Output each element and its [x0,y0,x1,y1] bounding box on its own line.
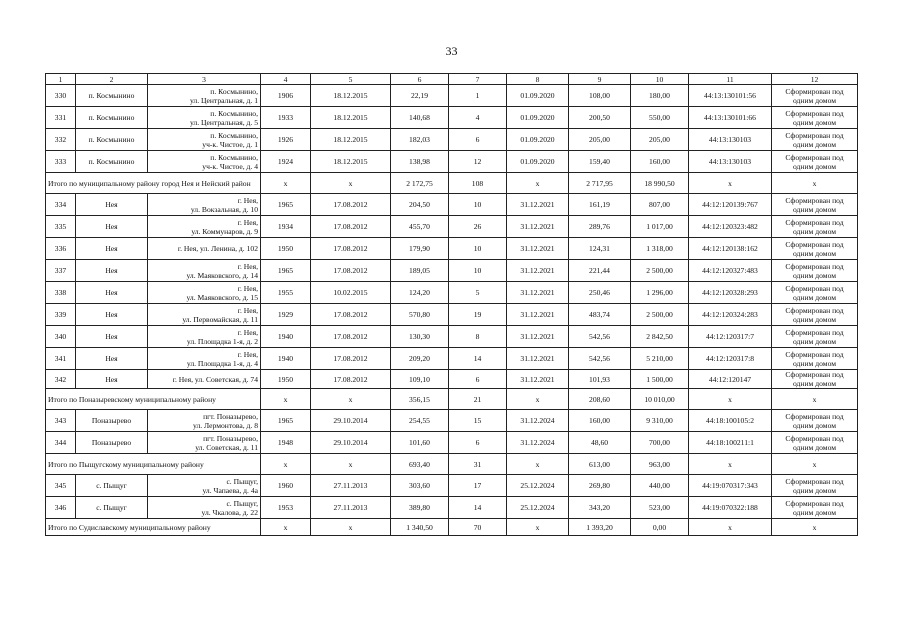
cadastral-number: 44:13:130101:66 [689,107,772,129]
row-number: 331 [46,107,76,129]
row-number: 340 [46,326,76,348]
header-row [46,74,858,85]
deadline: 01.09.2020 [507,85,569,107]
cadastral-number: 44:18:100211:1 [689,432,772,454]
area: 101,60 [391,432,449,454]
cadastral-number: 44:13:130103 [689,129,772,151]
cadastral-number: 44:18:100105:2 [689,410,772,432]
residents: 4 [449,107,507,129]
total-value: x [311,454,391,475]
build-year: 1960 [261,475,311,497]
address: п. Космынино, уч-к. Чистое, д. 4 [148,151,261,173]
build-year: 1955 [261,282,311,304]
total-value: x [311,173,391,194]
area: 204,50 [391,194,449,216]
area-2: 289,76 [569,216,631,238]
deadline: 31.12.2021 [507,260,569,282]
total-value: 693,40 [391,454,449,475]
total-value: 2 172,75 [391,173,449,194]
total-value: 31 [449,454,507,475]
total-value: 1 340,50 [391,519,449,536]
build-year: 1926 [261,129,311,151]
total-value: x [772,173,858,194]
settlement: Нея [76,282,148,304]
table-row [46,85,858,107]
settlement: Нея [76,216,148,238]
settlement: Нея [76,370,148,389]
build-year: 1906 [261,85,311,107]
date: 17.08.2012 [311,238,391,260]
residents: 6 [449,129,507,151]
cadastral-number: 44:19:070317:343 [689,475,772,497]
cost: 523,00 [631,497,689,519]
row-number: 341 [46,348,76,370]
build-year: 1934 [261,216,311,238]
area-2: 108,00 [569,85,631,107]
table-row [46,370,858,389]
cadastral-number: 44:12:120327:483 [689,260,772,282]
date: 18.12.2015 [311,107,391,129]
address: г. Нея, ул. Первомайская, д. 11 [148,304,261,326]
row-number: 339 [46,304,76,326]
cost: 807,00 [631,194,689,216]
settlement: Нея [76,238,148,260]
cadastral-number: 44:12:120324:283 [689,304,772,326]
cadastral-number: 44:12:120317:8 [689,348,772,370]
cost: 1 318,00 [631,238,689,260]
table-row [46,326,858,348]
area-2: 48,60 [569,432,631,454]
total-value: x [507,454,569,475]
land-note: Сформирован под одним домом [772,282,858,304]
total-value: x [772,389,858,410]
area-2: 124,31 [569,238,631,260]
row-number: 346 [46,497,76,519]
total-value: 356,15 [391,389,449,410]
settlement: п. Космынино [76,129,148,151]
settlement: п. Космынино [76,85,148,107]
area-2: 101,93 [569,370,631,389]
deadline: 31.12.2021 [507,238,569,260]
build-year: 1924 [261,151,311,173]
date: 17.08.2012 [311,304,391,326]
residents: 8 [449,326,507,348]
cost: 1 500,00 [631,370,689,389]
residents: 10 [449,238,507,260]
deadline: 31.12.2024 [507,410,569,432]
table-row [46,216,858,238]
cadastral-number: 44:12:120139:767 [689,194,772,216]
land-note: Сформирован под одним домом [772,85,858,107]
deadline: 01.09.2020 [507,107,569,129]
column-header: 8 [507,74,569,85]
total-value: 70 [449,519,507,536]
area: 124,20 [391,282,449,304]
settlement: с. Пыщуг [76,497,148,519]
total-value: x [772,454,858,475]
deadline: 31.12.2021 [507,326,569,348]
total-value: x [772,519,858,536]
date: 29.10.2014 [311,432,391,454]
land-note: Сформирован под одним домом [772,475,858,497]
area: 389,80 [391,497,449,519]
cadastral-number: 44:12:120317:7 [689,326,772,348]
land-note: Сформирован под одним домом [772,238,858,260]
column-header: 3 [148,74,261,85]
build-year: 1965 [261,410,311,432]
row-number: 337 [46,260,76,282]
row-number: 335 [46,216,76,238]
deadline: 31.12.2021 [507,194,569,216]
build-year: 1933 [261,107,311,129]
row-number: 336 [46,238,76,260]
address: пгт. Поназырево, ул. Лермонтова, д. 8 [148,410,261,432]
cost: 9 310,00 [631,410,689,432]
date: 17.08.2012 [311,216,391,238]
area-2: 483,74 [569,304,631,326]
area: 189,05 [391,260,449,282]
address: г. Нея, ул. Ленина, д. 102 [148,238,261,260]
residents: 12 [449,151,507,173]
address: г. Нея, ул. Коммунаров, д. 9 [148,216,261,238]
area: 209,20 [391,348,449,370]
cadastral-number: 44:12:120147 [689,370,772,389]
area: 303,60 [391,475,449,497]
build-year: 1929 [261,304,311,326]
row-number: 338 [46,282,76,304]
land-note: Сформирован под одним домом [772,497,858,519]
cost: 2 500,00 [631,304,689,326]
residents: 26 [449,216,507,238]
total-value: 613,00 [569,454,631,475]
total-value: 963,00 [631,454,689,475]
settlement: Нея [76,194,148,216]
column-header: 6 [391,74,449,85]
total-value: 21 [449,389,507,410]
table-row [46,129,858,151]
address: п. Космынино, ул. Центральная, д. 1 [148,85,261,107]
build-year: 1965 [261,260,311,282]
settlement: Нея [76,304,148,326]
total-value: x [261,454,311,475]
cost: 550,00 [631,107,689,129]
residents: 10 [449,194,507,216]
row-number: 333 [46,151,76,173]
row-number: 343 [46,410,76,432]
total-value: x [689,454,772,475]
column-header: 12 [772,74,858,85]
residents: 10 [449,260,507,282]
area-2: 159,40 [569,151,631,173]
land-note: Сформирован под одним домом [772,107,858,129]
deadline: 31.12.2021 [507,370,569,389]
address: пгт. Поназырево, ул. Советская, д. 11 [148,432,261,454]
total-row [46,389,858,410]
deadline: 31.12.2021 [507,348,569,370]
build-year: 1940 [261,348,311,370]
table-row [46,282,858,304]
total-value: 208,60 [569,389,631,410]
area: 182,03 [391,129,449,151]
table-row [46,238,858,260]
total-value: 1 393,20 [569,519,631,536]
cadastral-number: 44:19:070322:188 [689,497,772,519]
land-note: Сформирован под одним домом [772,348,858,370]
address: с. Пыщуг, ул. Чапаева, д. 4а [148,475,261,497]
area-2: 200,50 [569,107,631,129]
total-label: Итого по Поназыревскому муниципальному району [46,389,261,410]
row-number: 344 [46,432,76,454]
settlement: п. Космынино [76,107,148,129]
total-value: x [689,173,772,194]
table-row [46,260,858,282]
table-row [46,497,858,519]
deadline: 01.09.2020 [507,129,569,151]
table-row [46,304,858,326]
date: 17.08.2012 [311,260,391,282]
date: 17.08.2012 [311,194,391,216]
table-row [46,475,858,497]
land-note: Сформирован под одним домом [772,304,858,326]
date: 29.10.2014 [311,410,391,432]
total-row [46,454,858,475]
column-header: 9 [569,74,631,85]
total-value: x [311,389,391,410]
address: п. Космынино, ул. Центральная, д. 5 [148,107,261,129]
settlement: Нея [76,260,148,282]
cost: 5 210,00 [631,348,689,370]
row-number: 332 [46,129,76,151]
residents: 6 [449,432,507,454]
area-2: 542,56 [569,348,631,370]
deadline: 31.12.2021 [507,304,569,326]
column-header: 11 [689,74,772,85]
address: п. Космынино, уч-к. Чистое, д. 1 [148,129,261,151]
cost: 1 296,00 [631,282,689,304]
area: 140,68 [391,107,449,129]
area-2: 221,44 [569,260,631,282]
area: 109,10 [391,370,449,389]
total-value: 2 717,95 [569,173,631,194]
total-value: 0,00 [631,519,689,536]
row-number: 342 [46,370,76,389]
row-number: 330 [46,85,76,107]
cadastral-number: 44:13:130101:56 [689,85,772,107]
address: г. Нея, ул. Вокзальная, д. 10 [148,194,261,216]
area: 138,98 [391,151,449,173]
settlement: Поназырево [76,410,148,432]
date: 27.11.2013 [311,475,391,497]
cost: 205,00 [631,129,689,151]
residents: 14 [449,348,507,370]
area-2: 542,56 [569,326,631,348]
settlement: Нея [76,326,148,348]
column-header: 1 [46,74,76,85]
table-row [46,348,858,370]
date: 18.12.2015 [311,129,391,151]
cadastral-number: 44:12:120323:482 [689,216,772,238]
area-2: 250,46 [569,282,631,304]
residents: 15 [449,410,507,432]
residents: 14 [449,497,507,519]
total-row [46,173,858,194]
column-header: 10 [631,74,689,85]
date: 17.08.2012 [311,326,391,348]
land-note: Сформирован под одним домом [772,326,858,348]
residents: 1 [449,85,507,107]
housing-register-table [45,73,858,536]
total-value: x [689,389,772,410]
cadastral-number: 44:12:120138:162 [689,238,772,260]
deadline: 31.12.2021 [507,282,569,304]
cadastral-number: 44:12:120328:293 [689,282,772,304]
residents: 6 [449,370,507,389]
land-note: Сформирован под одним домом [772,216,858,238]
deadline: 31.12.2021 [507,216,569,238]
total-value: 18 990,50 [631,173,689,194]
total-value: x [261,389,311,410]
cost: 180,00 [631,85,689,107]
land-note: Сформирован под одним домом [772,129,858,151]
deadline: 31.12.2024 [507,432,569,454]
build-year: 1950 [261,370,311,389]
page-number: 33 [445,44,458,58]
area-2: 343,20 [569,497,631,519]
address: с. Пыщуг, ул. Чкалова, д. 22 [148,497,261,519]
table-row [46,410,858,432]
area: 22,19 [391,85,449,107]
row-number: 334 [46,194,76,216]
deadline: 25.12.2024 [507,497,569,519]
cost: 160,00 [631,151,689,173]
settlement: с. Пыщуг [76,475,148,497]
column-header: 2 [76,74,148,85]
build-year: 1940 [261,326,311,348]
settlement: Нея [76,348,148,370]
total-value: 10 010,00 [631,389,689,410]
cost: 2 842,50 [631,326,689,348]
residents: 19 [449,304,507,326]
area-2: 205,00 [569,129,631,151]
total-row [46,519,858,536]
table-row [46,151,858,173]
column-header: 7 [449,74,507,85]
address: г. Нея, ул. Маяковского, д. 15 [148,282,261,304]
total-value: x [261,519,311,536]
cost: 2 500,00 [631,260,689,282]
date: 27.11.2013 [311,497,391,519]
date: 10.02.2015 [311,282,391,304]
address: г. Нея, ул. Площадка 1-я, д. 2 [148,326,261,348]
build-year: 1950 [261,238,311,260]
cost: 1 017,00 [631,216,689,238]
cadastral-number: 44:13:130103 [689,151,772,173]
table-row [46,194,858,216]
total-label: Итого по Пыщугскому муниципальному району [46,454,261,475]
total-label: Итого по Судиславскому муниципальному району [46,519,261,536]
land-note: Сформирован под одним домом [772,370,858,389]
cost: 440,00 [631,475,689,497]
date: 17.08.2012 [311,370,391,389]
total-value: x [261,173,311,194]
land-note: Сформирован под одним домом [772,260,858,282]
area-2: 269,80 [569,475,631,497]
area: 130,30 [391,326,449,348]
build-year: 1948 [261,432,311,454]
total-value: x [311,519,391,536]
table-row [46,107,858,129]
total-value: x [507,173,569,194]
column-header: 4 [261,74,311,85]
settlement: Поназырево [76,432,148,454]
land-note: Сформирован под одним домом [772,410,858,432]
land-note: Сформирован под одним домом [772,432,858,454]
area: 455,70 [391,216,449,238]
land-note: Сформирован под одним домом [772,194,858,216]
area: 179,90 [391,238,449,260]
date: 17.08.2012 [311,348,391,370]
deadline: 25.12.2024 [507,475,569,497]
area: 254,55 [391,410,449,432]
total-value: x [689,519,772,536]
land-note: Сформирован под одним домом [772,151,858,173]
address: г. Нея, ул. Советская, д. 74 [148,370,261,389]
total-value: x [507,389,569,410]
residents: 5 [449,282,507,304]
address: г. Нея, ул. Маяковского, д. 14 [148,260,261,282]
settlement: п. Космынино [76,151,148,173]
area: 570,80 [391,304,449,326]
area-2: 161,19 [569,194,631,216]
deadline: 01.09.2020 [507,151,569,173]
total-value: 108 [449,173,507,194]
total-value: x [507,519,569,536]
column-header: 5 [311,74,391,85]
residents: 17 [449,475,507,497]
date: 18.12.2015 [311,85,391,107]
total-label: Итого по муниципальному району город Нея и Нейский район [46,173,261,194]
area-2: 160,00 [569,410,631,432]
cost: 700,00 [631,432,689,454]
address: г. Нея, ул. Площадка 1-я, д. 4 [148,348,261,370]
build-year: 1953 [261,497,311,519]
row-number: 345 [46,475,76,497]
date: 18.12.2015 [311,151,391,173]
build-year: 1965 [261,194,311,216]
table-row [46,432,858,454]
